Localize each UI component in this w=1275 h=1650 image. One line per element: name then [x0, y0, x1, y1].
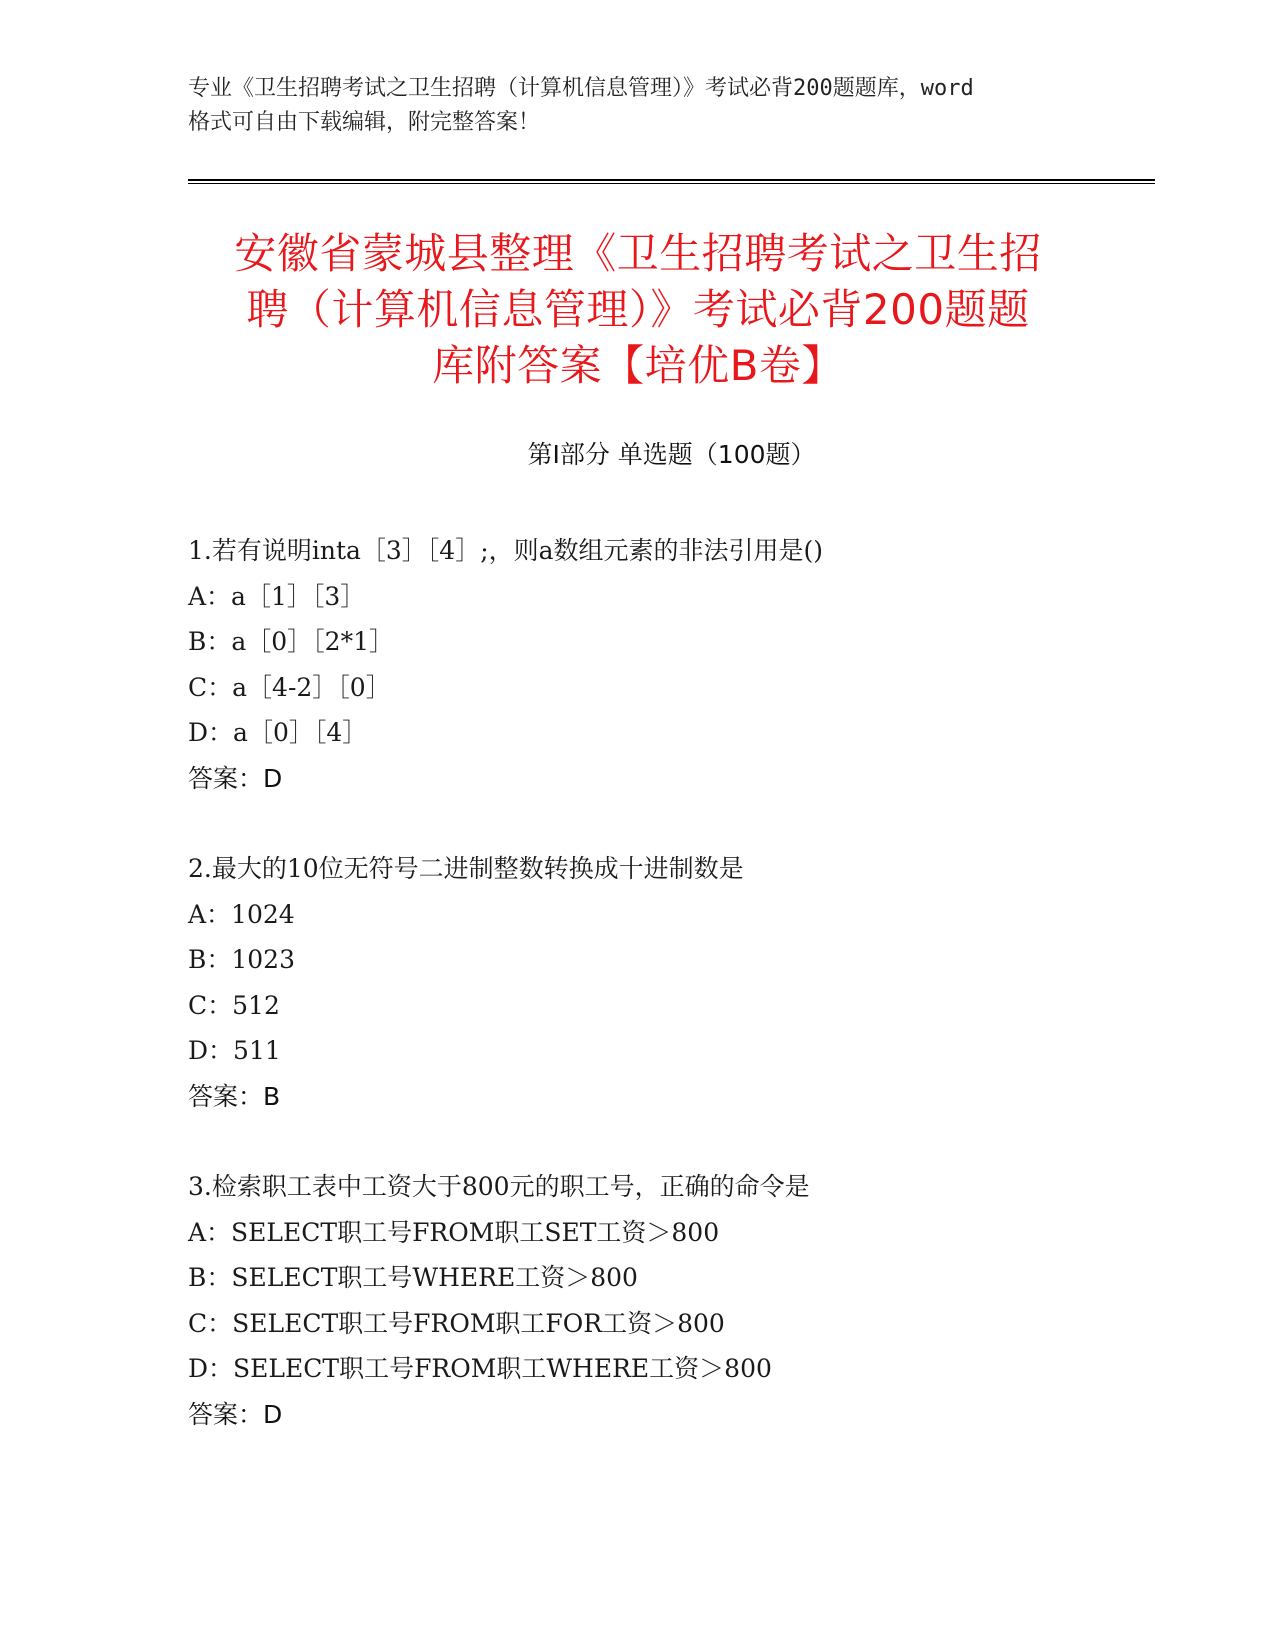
document-title-line-2: 聘（计算机信息管理）》考试必背200题题 [246, 285, 1030, 334]
option-d: D：SELECT职工号FROM职工WHERE工资＞800 [188, 1354, 772, 1383]
question-stem: 3.检索职工表中工资大于800元的职工号，正确的命令是 [188, 1172, 810, 1201]
option-c: C：SELECT职工号FROM职工FOR工资＞800 [188, 1308, 725, 1338]
header-note-line-2: 格式可自由下载编辑，附完整答案！ [188, 110, 541, 135]
question-item [188, 1164, 1148, 1437]
option-c: C：512 [188, 990, 280, 1020]
document-title-line-1: 安徽省蒙城县整理《卫生招聘考试之卫生招 [234, 229, 1042, 278]
document-title [188, 226, 1088, 394]
option-a: A：a［1］［3］ [188, 581, 366, 611]
answer-line: 答案：D [188, 1399, 283, 1429]
option-a: A：1024 [188, 899, 295, 929]
question-list [188, 528, 1148, 1482]
option-d: D：511 [188, 1036, 281, 1065]
header-divider-thick [188, 179, 1155, 181]
option-d: D：a［0］［4］ [188, 718, 368, 747]
header-note [188, 72, 1088, 140]
header-divider-thin [188, 183, 1155, 184]
option-c: C：a［4-2］［0］ [188, 672, 391, 702]
question-item [188, 528, 1148, 801]
answer-line: 答案：B [188, 1081, 281, 1111]
option-a: A：SELECT职工号FROM职工SET工资＞800 [188, 1217, 720, 1247]
option-b: B：SELECT职工号WHERE工资＞800 [188, 1263, 638, 1292]
option-b: B：1023 [188, 945, 295, 974]
question-stem: 1.若有说明inta［3］［4］;，则a数组元素的非法引用是() [188, 536, 824, 565]
question-stem: 2.最大的10位无符号二进制整数转换成十进制数是 [188, 854, 744, 883]
answer-line: 答案：D [188, 763, 283, 793]
section-title: 第Ⅰ部分 单选题（100题） [527, 440, 816, 469]
header-note-line-1: 专业《卫生招聘考试之卫生招聘（计算机信息管理）》考试必背200题题库，word [188, 76, 974, 101]
document-title-line-3: 库附答案【培优B卷】 [432, 341, 844, 390]
question-item [188, 846, 1148, 1119]
option-b: B：a［0］［2*1］ [188, 627, 394, 656]
